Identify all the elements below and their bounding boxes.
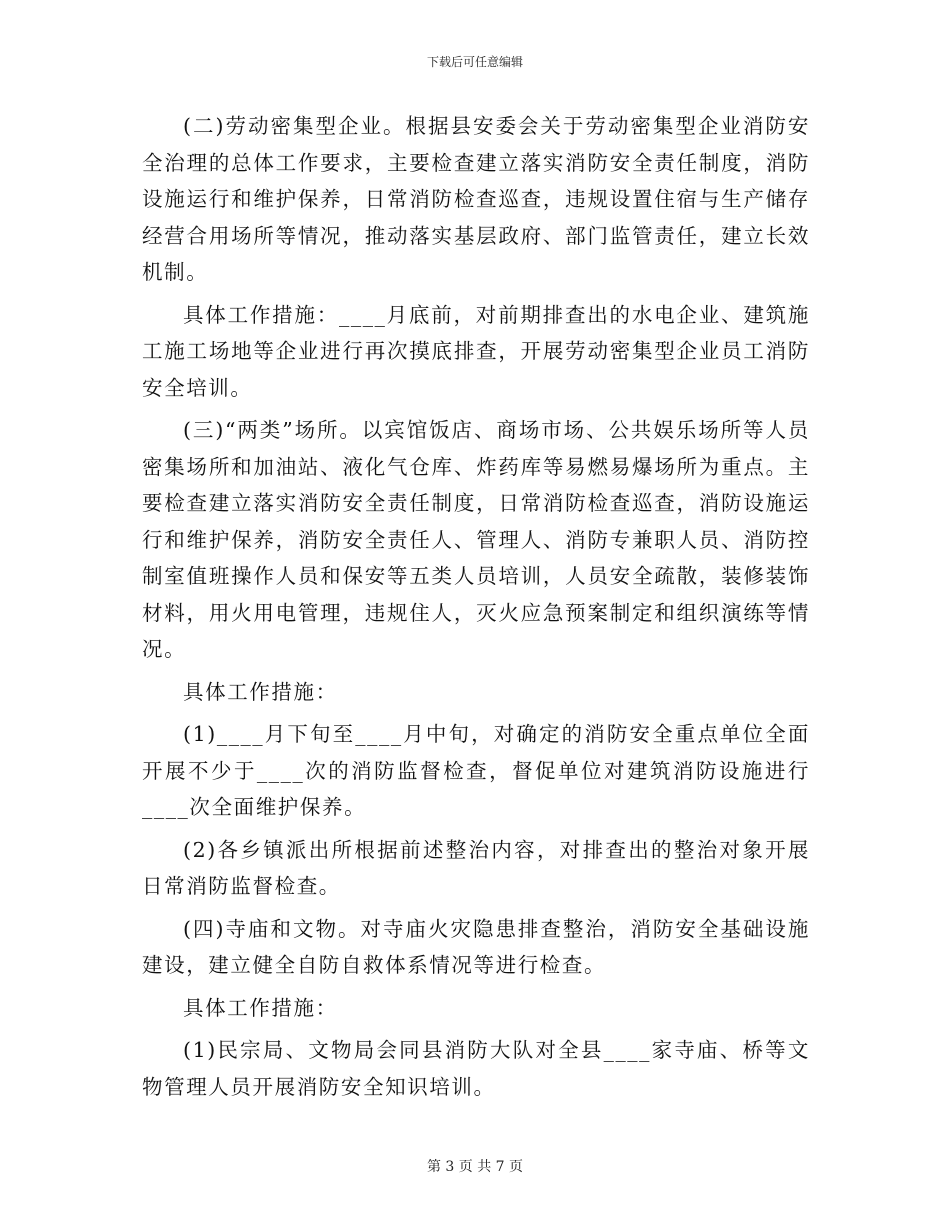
paragraph-temples-relics: (四)寺庙和文物。对寺庙火灾隐患排查整治，消防安全基础设施建设，建立健全自防自救体系情况等进行检查。 <box>142 916 810 977</box>
paragraph-measure-2-1: (1)____月下旬至____月中旬，对确定的消防安全重点单位全面开展不少于____次的消防监督检查，督促单位对建筑消防设施进行____次全面维护保养。 <box>142 722 810 819</box>
paragraph-measures-heading-3: 具体工作措施： <box>183 995 338 1020</box>
paragraph-labor-intensive: (二)劳动密集型企业。根据县安委会关于劳动密集型企业消防安全治理的总体工作要求，主要检查建立落实消防安全责任制度，消防设施运行和维护保养，日常消防检查巡查，违规设置住宿与生产储存经营合用场所等情况，推动落实基层政府、部门监管责任，建立长效机制。 <box>142 114 810 284</box>
page-header: 下载后可任意编辑 <box>426 55 523 69</box>
paragraph-two-types-venues: (三)“两类”场所。以宾馆饭店、商场市场、公共娱乐场所等人员密集场所和加油站、液化气仓库、炸药库等易燃易爆场所为重点。主要检查建立落实消防安全责任制度，日常消防检查巡查，消防设施运行和维护保养，消防安全责任人、管理人、消防专兼职人员、消防控制室值班操作人员和保安等五类人员培训，人员安全疏散，装修装饰材料，用火用电管理，违规住人，灭火应急预案制定和组织演练等情况。 <box>142 418 810 661</box>
page-number: 第 3 页 共 7 页 <box>426 1159 524 1175</box>
paragraph-measure-3-1: (1)民宗局、文物局会同县消防大队对全县____家寺庙、桥等文物管理人员开展消防安全知识培训。 <box>142 1038 810 1099</box>
document-body <box>142 108 810 1111</box>
paragraph-measures-heading-2: 具体工作措施： <box>183 679 338 704</box>
paragraph-measures-1: 具体工作措施：____月底前，对前期排查出的水电企业、建筑施工施工场地等企业进行再次摸底排查，开展劳动密集型企业员工消防安全培训。 <box>142 302 810 400</box>
paragraph-measure-2-2: (2)各乡镇派出所根据前述整治内容，对排查出的整治对象开展日常消防监督检查。 <box>142 837 810 898</box>
